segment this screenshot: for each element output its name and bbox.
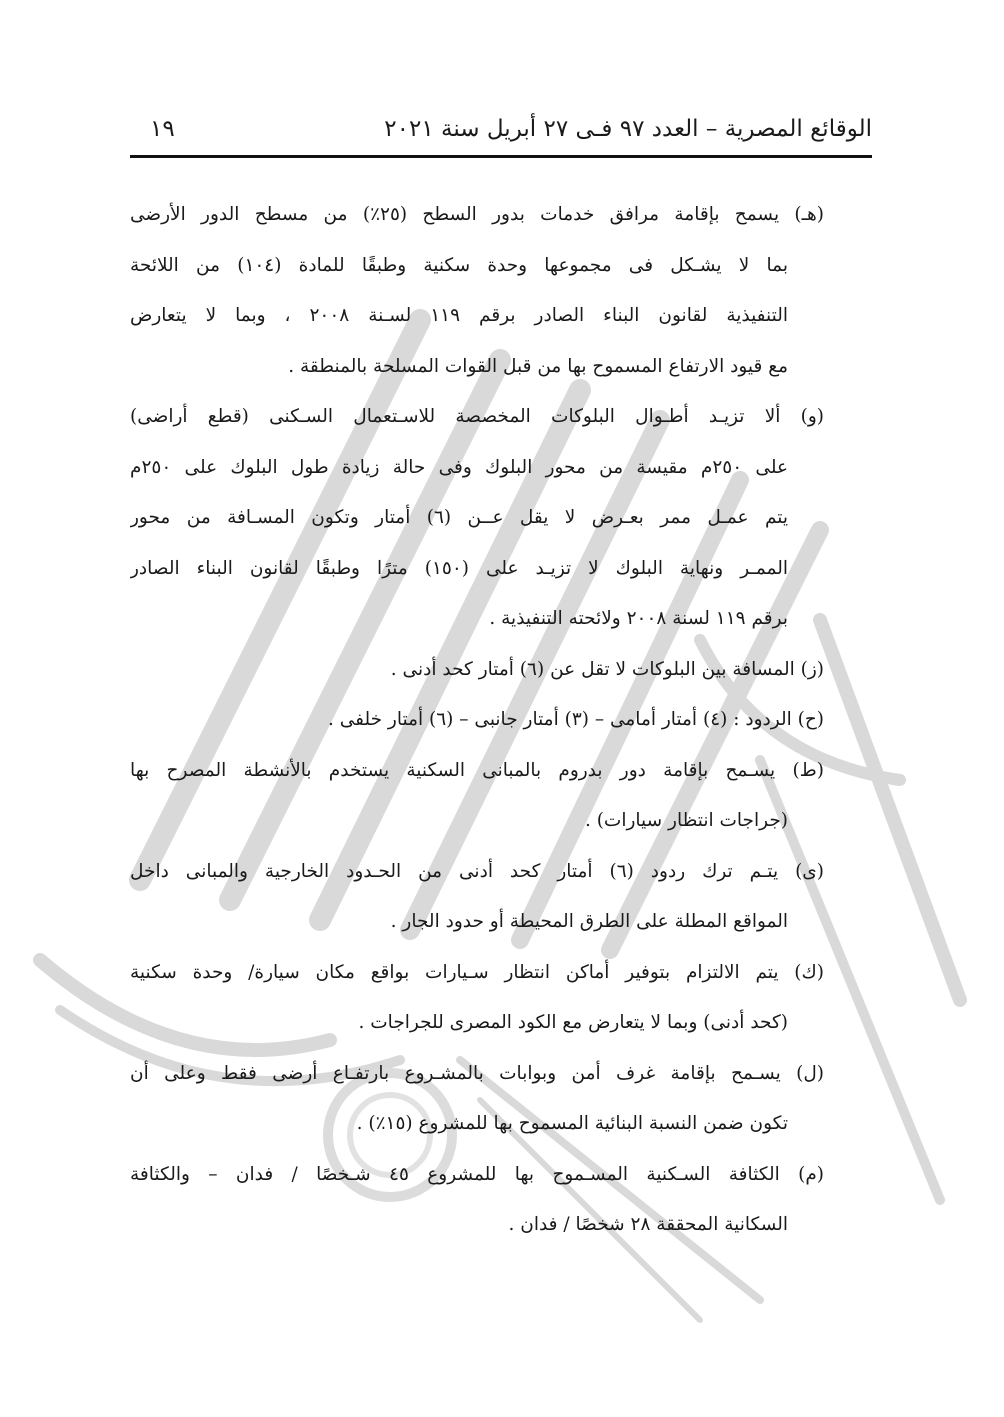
text-line: (ل) يسـمح بإقامة غرف أمن وبوابات بالمشـروع بارتفـاع أرضى فقط وعلى أن <box>130 1062 824 1084</box>
page-header <box>130 112 872 152</box>
list-item <box>130 190 824 392</box>
header-rule <box>130 155 872 158</box>
list-item <box>130 1049 824 1150</box>
page-number: ١٩ <box>150 116 175 142</box>
text-line: (كحد أدنى) وبما لا يتعارض مع الكود المصرى للجراجات . <box>358 1012 788 1033</box>
text-line: (جراجات انتظار سيارات) . <box>584 810 788 831</box>
list-item <box>130 847 824 948</box>
text-line: مع قيود الارتفاع المسموح بها من قبل القوات المسلحة بالمنطقة . <box>288 355 788 377</box>
text-line: (ز) المسافة بين البلوكات لا تقل عن (٦) أمتار كحد أدنى . <box>390 658 824 680</box>
text-line: السكانية المحققة ٢٨ شخصًا / فدان . <box>508 1214 788 1235</box>
text-line: (ى) يتـم ترك ردود (٦) أمتار كحد أدنى من الحـدود الخارجية والمبانى داخل <box>130 860 824 882</box>
list-item <box>130 645 824 696</box>
text-line: بما لا يشـكل فى مجموعها وحدة سكنية وطبقًا للمادة (١٠٤) من اللائحة <box>130 254 788 276</box>
document-body <box>130 190 824 1251</box>
list-item <box>130 746 824 847</box>
text-line: (ح) الردود : (٤) أمتار أمامى – (٣) أمتار جانبى – (٦) أمتار خلفى . <box>327 709 824 730</box>
header-title: الوقائع المصرية – العدد ٩٧ فـى ٢٧ أبريل سنة ٢٠٢١ <box>384 116 872 142</box>
list-item <box>130 948 824 1049</box>
text-line: تكون ضمن النسبة البنائية المسموح بها للمشروع (١٥٪) . <box>356 1113 788 1134</box>
text-line: يتم عمـل ممر بعـرض لا يقل عــن (٦) أمتار وتكون المسـافة من محور <box>130 507 788 528</box>
text-line: (م) الكثافة السـكنية المسـموح بها للمشروع ٤٥ شـخصًا / فدان – والكثافة <box>130 1163 824 1185</box>
text-line: (ك) يتم الالتزام بتوفير أماكن انتظار سـيارات بواقع مكان سيارة/ وحدة سكنية <box>130 961 824 983</box>
text-line: (ط) يسـمح بإقامة دور بدروم بالمبانى السكنية يستخدم بالأنشطة المصرح بها <box>130 759 824 781</box>
list-item <box>130 392 824 645</box>
list-item <box>130 695 824 746</box>
list-item <box>130 1150 824 1251</box>
text-line: التنفيذية لقانون البناء الصادر برقم ١١٩ لسـنة ٢٠٠٨ ، وبما لا يتعارض <box>130 305 788 326</box>
text-line: المواقع المطلة على الطرق المحيطة أو حدود الجار . <box>390 911 788 932</box>
text-line: على ٢٥٠م مقيسة من محور البلوك وفى حالة زيادة طول البلوك على ٢٥٠م <box>130 456 788 478</box>
text-line: (هـ) يسمح بإقامة مرافق خدمات بدور السطح (٢٥٪) من مسطح الدور الأرضى <box>130 204 824 225</box>
text-line: الممـر ونهاية البلوك لا تزيـد على (١٥٠) مترًا وطبقًا لقانون البناء الصادر <box>130 557 788 579</box>
text-line: (و) ألا تزيـد أطـوال البلوكات المخصصة للاسـتعمال السـكنى (قطع أراضى) <box>130 406 824 427</box>
text-line: برقم ١١٩ لسنة ٢٠٠٨ ولائحته التنفيذية . <box>489 608 788 629</box>
